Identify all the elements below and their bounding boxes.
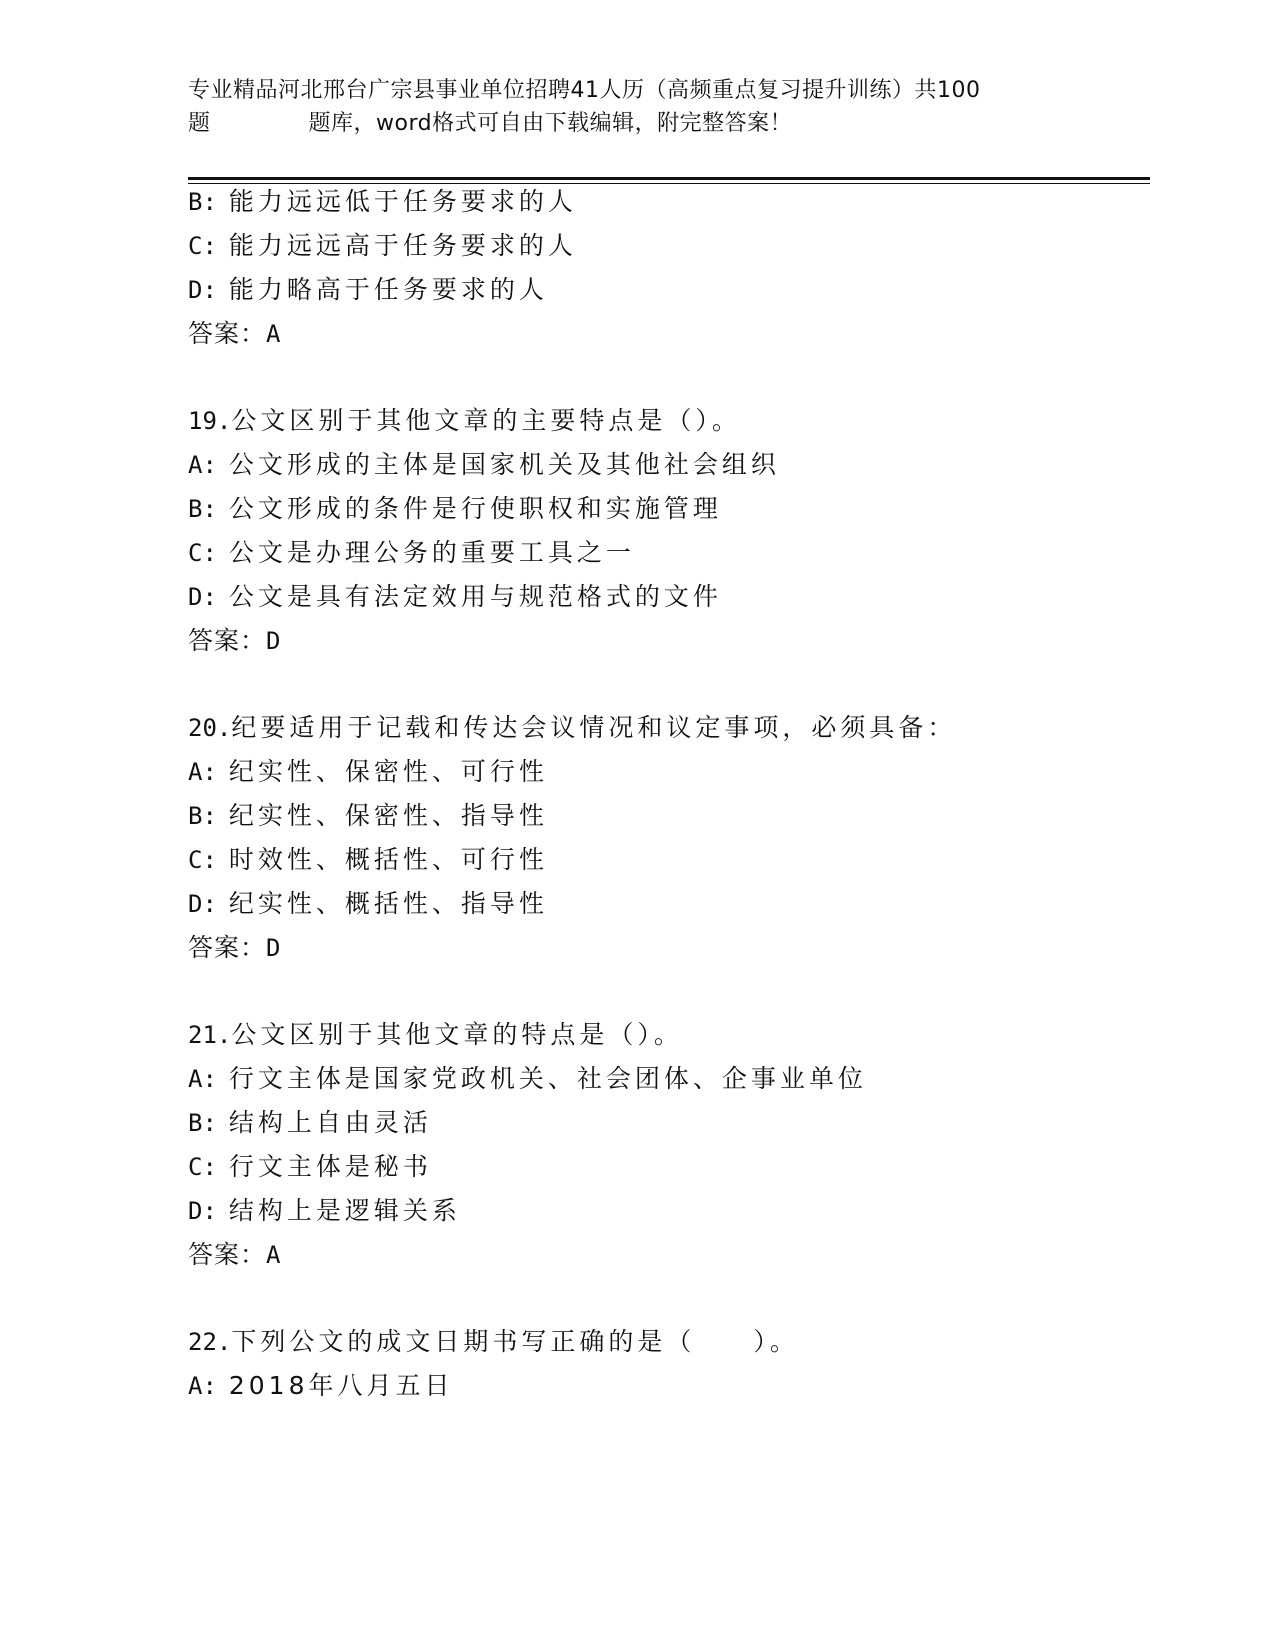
q21-option-c: C: 行文主体是秘书 — [188, 1152, 432, 1181]
q20-stem: 20.纪要适用于记载和传达会议情况和议定事项，必须具备： — [188, 713, 957, 742]
q18-option-c: C: 能力远远高于任务要求的人 — [188, 231, 577, 260]
q19-answer: 答案：D — [188, 626, 282, 655]
header-divider-thick — [188, 177, 1150, 180]
header-title-line2-left: 题 — [188, 111, 211, 136]
q19-option-a: A: 公文形成的主体是国家机关及其他社会组织 — [188, 450, 780, 479]
q19-option-d: D: 公文是具有法定效用与规范格式的文件 — [188, 582, 722, 611]
q19-stem: 19.公文区别于其他文章的主要特点是（）。 — [188, 406, 741, 435]
q20-option-a: A: 纪实性、保密性、可行性 — [188, 757, 548, 786]
header-title-line2-right: 题库，word格式可自由下载编辑，附完整答案！ — [308, 111, 793, 136]
q21-answer: 答案：A — [188, 1240, 282, 1269]
q19-option-b: B: 公文形成的条件是行使职权和实施管理 — [188, 494, 722, 523]
q18-option-b: B: 能力远远低于任务要求的人 — [188, 187, 577, 216]
header-divider-thin — [188, 183, 1150, 184]
q20-option-c: C: 时效性、概括性、可行性 — [188, 845, 548, 874]
q22-stem: 22.下列公文的成文日期书写正确的是（ ）。 — [188, 1327, 799, 1356]
q21-stem: 21.公文区别于其他文章的特点是（）。 — [188, 1020, 683, 1049]
q21-option-a: A: 行文主体是国家党政机关、社会团体、企事业单位 — [188, 1064, 867, 1093]
q21-option-b: B: 结构上自由灵活 — [188, 1108, 432, 1137]
q22-option-a: A: 2018年八月五日 — [188, 1371, 454, 1400]
q20-option-d: D: 纪实性、概括性、指导性 — [188, 889, 548, 918]
header-title-line2 — [188, 107, 1088, 140]
q21-option-d: D: 结构上是逻辑关系 — [188, 1196, 461, 1225]
document-header — [188, 74, 1088, 140]
q18-option-d: D: 能力略高于任务要求的人 — [188, 275, 548, 304]
q18-answer: 答案：A — [188, 319, 282, 348]
q19-option-c: C: 公文是办理公务的重要工具之一 — [188, 538, 635, 567]
q20-answer: 答案：D — [188, 933, 282, 962]
q20-option-b: B: 纪实性、保密性、指导性 — [188, 801, 548, 830]
header-title-line1: 专业精品河北邢台广宗县事业单位招聘41人历（高频重点复习提升训练）共100 — [188, 78, 981, 103]
